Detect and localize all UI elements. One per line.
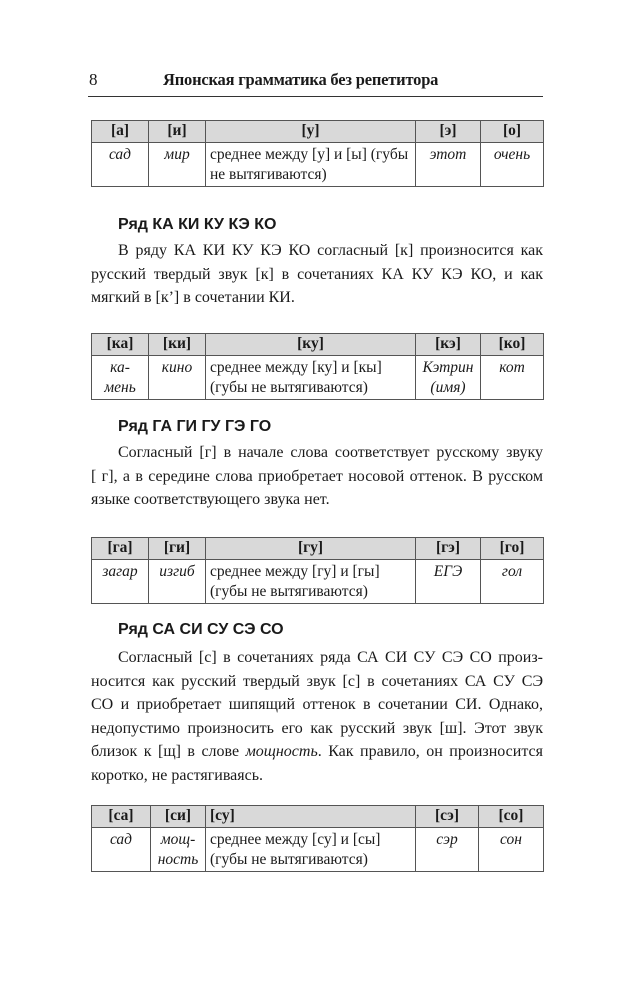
table-header-cell: [са]: [92, 806, 151, 828]
phonetics-table: [91, 333, 544, 400]
paragraph-line: [ г], а в середине слова приобретает носовой оттенок. В русском: [91, 467, 543, 485]
paragraph-line: Согласный [с] в сочетаниях ряда СА СИ СУ СЭ СО произ-: [118, 649, 543, 666]
table-header-cell: [о]: [481, 121, 544, 143]
table-header-cell: [у]: [206, 121, 416, 143]
table-header-cell: [си]: [151, 806, 206, 828]
paragraph-line: языке соответствующего звука нет.: [91, 491, 330, 509]
table-row: [92, 356, 544, 400]
section-paragraph: [91, 646, 543, 788]
table-cell: ЕГЭ: [416, 560, 481, 604]
paragraph-line: русский твердый звук [к] в сочетаниях КА КУ КЭ КО, и как: [91, 265, 543, 283]
table-cell: сэр: [416, 828, 479, 872]
table-cell: Кэтрин (имя): [416, 356, 481, 400]
table-header-row: [92, 806, 544, 828]
table-row: [92, 828, 544, 872]
running-title: Японская грамматика без репетитора: [163, 70, 439, 89]
table-cell: гол: [481, 560, 544, 604]
phonetics-table: [91, 120, 544, 187]
table-header-cell: [ги]: [149, 538, 206, 560]
paragraph-line: носится как русский твердый звук [с] в сочетаниях СА СУ СЭ: [91, 672, 543, 690]
paragraph-line: коротко, не растягиваясь.: [91, 766, 264, 784]
table-row: [92, 143, 544, 187]
table-cell: ка- мень: [92, 356, 149, 400]
table-cell: среднее между [гу] и [гы] (губы не вытягиваются): [206, 560, 416, 604]
paragraph-line: мягкий в [к’] в сочетании КИ.: [91, 289, 295, 307]
table-header-cell: [кэ]: [416, 334, 481, 356]
table-header-row: [92, 538, 544, 560]
table-header-row: [92, 121, 544, 143]
table-cell: сон: [479, 828, 544, 872]
section-paragraph: [91, 441, 543, 512]
table-cell: сад: [92, 143, 149, 187]
table-cell: загар: [92, 560, 149, 604]
table-header-row: [92, 334, 544, 356]
paragraph-line: Согласный [г] в начале слова соответствует русскому звуку: [118, 444, 543, 461]
page-number: 8: [89, 70, 98, 89]
table-cell: мир: [149, 143, 206, 187]
section-heading: Ряд КА КИ КУ КЭ КО: [118, 216, 277, 233]
paragraph-line: недопустимо произносить его как русский звук [ш]. Этот звук: [91, 719, 543, 737]
table-header-cell: [га]: [92, 538, 149, 560]
table-cell: кот: [481, 356, 544, 400]
table-header-cell: [ко]: [481, 334, 544, 356]
table-cell: мощ- ность: [151, 828, 206, 872]
table-header-cell: [сэ]: [416, 806, 479, 828]
header-rule: [88, 96, 543, 97]
paragraph-line: СО и приобретает шипящий оттенок в сочетании СИ. Однако,: [91, 696, 543, 714]
table-row: [92, 560, 544, 604]
paragraph-line: В ряду КА КИ КУ КЭ КО согласный [к] произносится как: [118, 242, 543, 259]
section-heading: Ряд ГА ГИ ГУ ГЭ ГО: [118, 418, 272, 435]
table-header-cell: [со]: [479, 806, 544, 828]
table-cell: среднее между [у] и [ы] (губы не вытягиваются): [206, 143, 416, 187]
emphasized-word: мощность: [245, 743, 318, 761]
table-header-cell: [ку]: [206, 334, 416, 356]
paragraph-line: близок к [щ] в слове мощность. Как правило, он произносится: [91, 743, 543, 761]
table-cell: сад: [92, 828, 151, 872]
table-header-cell: [ка]: [92, 334, 149, 356]
phonetics-table: [91, 805, 544, 872]
table-cell: среднее между [су] и [сы] (губы не вытягиваются): [206, 828, 416, 872]
section-paragraph: [91, 239, 543, 310]
table-cell: изгиб: [149, 560, 206, 604]
table-header-cell: [ки]: [149, 334, 206, 356]
table-header-cell: [су]: [206, 806, 416, 828]
table-header-cell: [э]: [416, 121, 481, 143]
table-cell: очень: [481, 143, 544, 187]
phonetics-table: [91, 537, 544, 604]
table-cell: кино: [149, 356, 206, 400]
table-header-cell: [гу]: [206, 538, 416, 560]
table-cell: этот: [416, 143, 481, 187]
table-cell: среднее между [ку] и [кы] (губы не вытягиваются): [206, 356, 416, 400]
table-header-cell: [гэ]: [416, 538, 481, 560]
table-header-cell: [а]: [92, 121, 149, 143]
table-header-cell: [и]: [149, 121, 206, 143]
table-header-cell: [го]: [481, 538, 544, 560]
section-heading: Ряд СА СИ СУ СЭ СО: [118, 621, 284, 638]
